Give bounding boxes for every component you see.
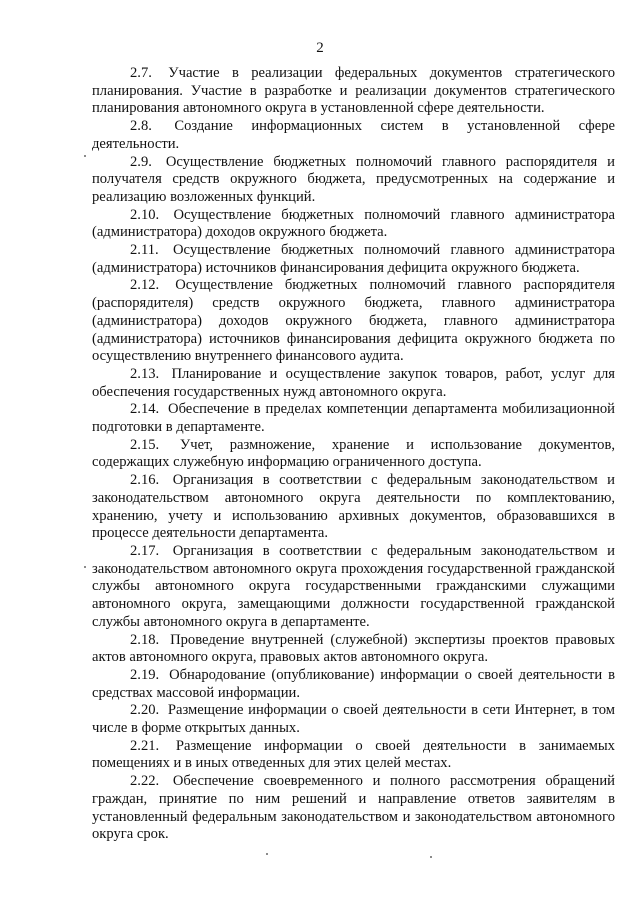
clause-number: 2.13. — [130, 365, 160, 382]
clause-number: 2.19. — [130, 666, 160, 683]
clause-number: 2.16. — [130, 472, 160, 489]
clause-2-7 — [92, 65, 615, 118]
clause-text: Размещение информации о своей деятельности в сети Интернет, в том числе в форме открытых данных. — [92, 702, 615, 737]
clause-2-19 — [92, 667, 615, 702]
clause-text: Обеспечение в пределах компетенции департамента мобилизационной подготовки в департаменте. — [92, 401, 615, 436]
clause-2-12 — [92, 277, 615, 366]
clause-2-22 — [92, 773, 615, 844]
clause-number: 2.12. — [130, 277, 160, 294]
clause-number: 2.8. — [130, 118, 152, 135]
clause-2-17 — [92, 543, 615, 632]
clause-2-18 — [92, 632, 615, 667]
clause-2-8 — [92, 118, 615, 153]
clause-text: Организация в соответствии с федеральным законодательством и законодательством автономного округа прохождения государственной гражданской службы автономного округа государственными гражданскими служащими автономного округа, замещающими должности государственной гражданской службы автономного округа в департаменте. — [92, 542, 615, 630]
clause-number: 2.18. — [130, 631, 160, 648]
clause-text: Осуществление бюджетных полномочий главного распорядителя (распорядителя) средств окружного бюджета, главного администратора (администратора) доходов окружного бюджета, главного администратора (администратора) источников финансирования дефицита окружного бюджета по осуществлению внутреннего финансового аудита. — [92, 277, 616, 365]
clause-number: 2.14. — [130, 401, 160, 418]
clause-2-10 — [92, 207, 615, 242]
scan-speck — [84, 155, 86, 157]
clause-text: Организация в соответствии с федеральным законодательством и законодательством автономного округа деятельности по комплектованию, хранению, учету и использованию архивных документов, образовавшихся в процессе деятельности департамента. — [92, 472, 615, 542]
page-number: 2 — [316, 40, 324, 56]
scan-speck — [84, 566, 86, 568]
clause-text: Осуществление бюджетных полномочий главного распорядителя и получателя средств окружного бюджета, предусмотренных на содержание и реализацию возложенных функций. — [92, 153, 615, 205]
clause-list — [92, 65, 615, 844]
clause-number: 2.22. — [130, 773, 160, 790]
clause-2-13 — [92, 366, 615, 401]
clause-text: Создание информационных систем в установленной сфере деятельности. — [92, 118, 615, 152]
clause-2-21 — [92, 738, 615, 773]
clause-2-15 — [92, 437, 615, 472]
clause-text: Осуществление бюджетных полномочий главного администратора (администратора) доходов окружного бюджета. — [92, 206, 615, 241]
clause-number: 2.21. — [130, 737, 160, 754]
scan-speck — [430, 856, 432, 858]
clause-number: 2.11. — [130, 242, 159, 259]
clause-2-9 — [92, 154, 615, 207]
clause-number: 2.9. — [130, 153, 152, 170]
clause-text: Участие в реализации федеральных документов стратегического планирования. Участие в разработке и реализации документов стратегического планирования автономного округа в установленной сфере деятельности. — [92, 65, 615, 117]
clause-text: Обеспечение своевременного и полного рассмотрения обращений граждан, принятие по ним решений и направление ответов заявителям в установленный федеральным законодательством и законодательством автономного округа срок. — [92, 773, 615, 843]
clause-number: 2.7. — [130, 65, 152, 81]
clause-2-14 — [92, 401, 615, 436]
clause-2-20 — [92, 702, 615, 737]
clause-text: Учет, размножение, хранение и использование документов, содержащих служебную информацию ограниченного доступа. — [92, 436, 615, 471]
clause-number: 2.15. — [130, 436, 160, 453]
clause-text: Планирование и осуществление закупок товаров, работ, услуг для обеспечения государственных нужд автономного округа. — [92, 365, 615, 400]
clause-text: Осуществление бюджетных полномочий главного администратора (администратора) источников финансирования дефицита окружного бюджета. — [92, 242, 616, 276]
clause-text: Проведение внутренней (служебной) экспертизы проектов правовых актов автономного округа, правовых актов автономного округа. — [92, 631, 615, 666]
clause-number: 2.10. — [130, 206, 160, 223]
scan-speck — [266, 853, 268, 855]
clause-text: Размещение информации о своей деятельности в занимаемых помещениях и в иных отведенных для этих целей местах. — [92, 737, 615, 772]
clause-number: 2.20. — [130, 702, 160, 719]
clause-2-11 — [92, 242, 615, 277]
clause-text: Обнародование (опубликование) информации о своей деятельности в средствах массовой информации. — [92, 666, 615, 701]
clause-number: 2.17. — [130, 542, 160, 559]
clause-2-16 — [92, 472, 615, 543]
